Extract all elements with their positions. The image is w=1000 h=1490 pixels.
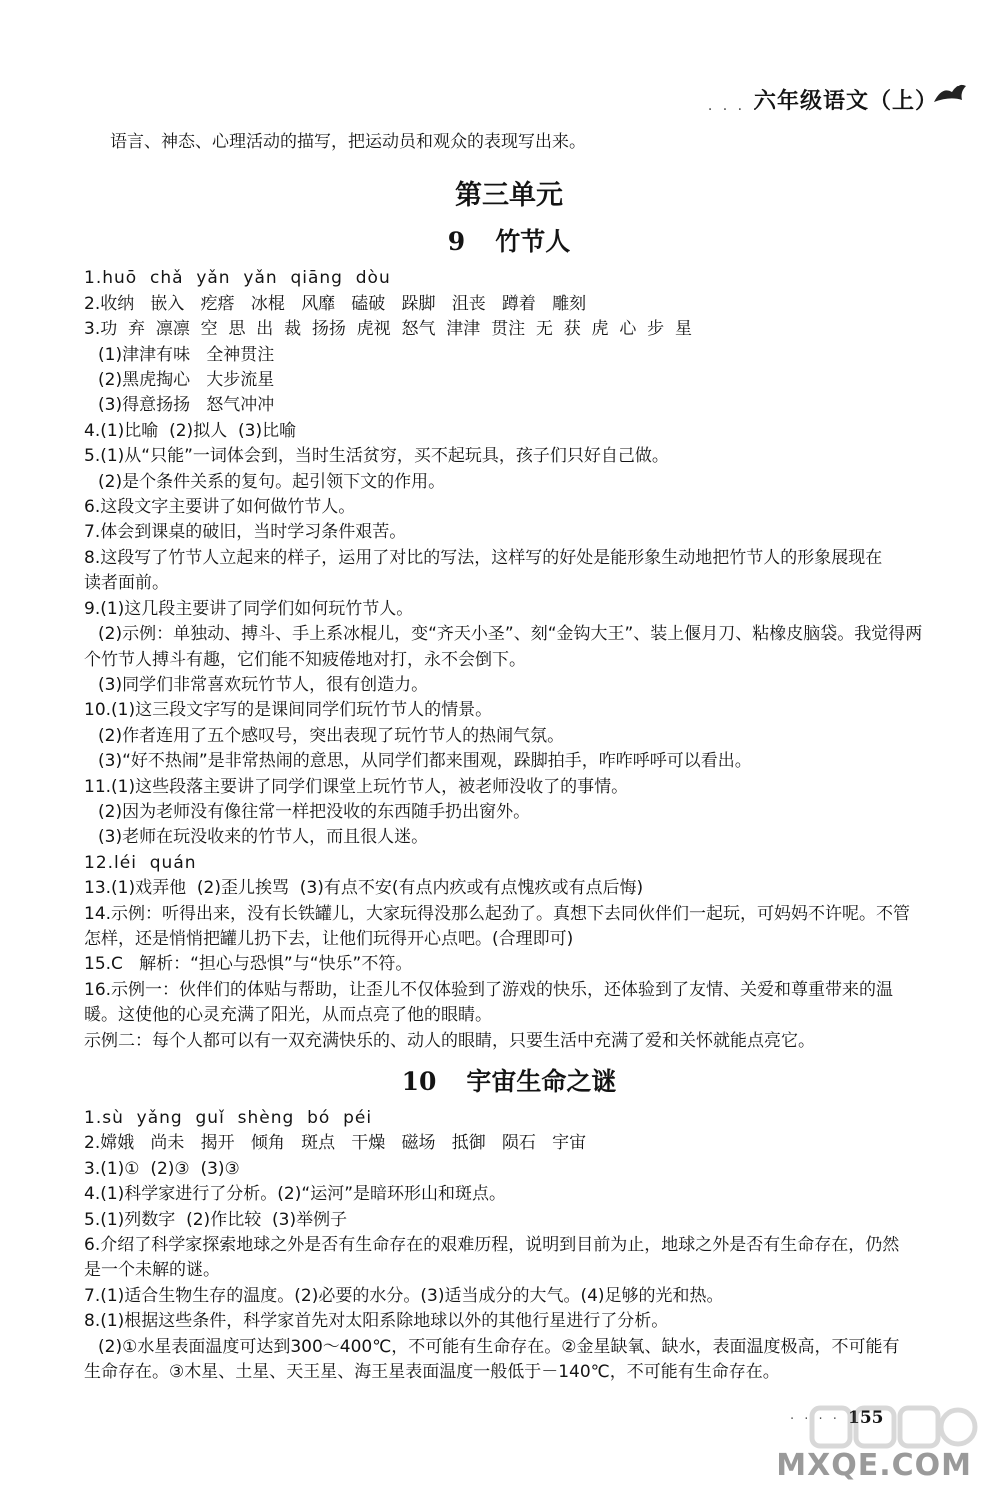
- answer-line: 个竹节人搏斗有趣，它们能不知疲倦地对打，永不会倒下。: [84, 649, 526, 670]
- lesson-10-title: 宇宙生命之谜: [466, 1067, 617, 1096]
- answer-line: (3)得意扬扬 怒气冲冲: [98, 395, 275, 416]
- header-dots: · · · ·: [707, 102, 760, 118]
- answer-line: (2)示例：单独动、搏斗、手上系冰棍儿，变“齐天小圣”、刻“金钩大王”、装上偃月刀、粘橡皮脑袋。我觉得两: [98, 624, 923, 645]
- answer-line: 6.介绍了科学家探索地球之外是否有生命存在的艰难历程，说明到目前为止，地球之外是否有生命存在，仍然: [84, 1235, 900, 1256]
- answer-line: (3)同学们非常喜欢玩竹节人，很有创造力。: [98, 674, 429, 695]
- answer-line: (2)黑虎掏心 大步流星: [98, 370, 275, 391]
- answer-line: 暖。这使他的心灵充满了阳光，从而点亮了他的眼睛。: [84, 1005, 492, 1026]
- answer-line: (2)作者连用了五个感叹号，突出表现了玩竹节人的热闹气氛。: [98, 725, 565, 746]
- answer-line: 5.(1)列数字 (2)作比较 (3)举例子: [84, 1209, 348, 1230]
- intro-line: 语言、神态、心理活动的描写，把运动员和观众的表现写出来。: [110, 132, 586, 152]
- watermark-text: MXQE.COM: [776, 1448, 972, 1483]
- answer-line: 12.léi quán: [84, 852, 197, 873]
- answer-line: 14.示例：听得出来，没有长铁罐儿，大家玩得没那么起劲了。真想下去同伙伴们一起玩，可妈妈不许呢。不管: [84, 903, 911, 924]
- answer-line: 13.(1)戏弄他 (2)歪儿挨骂 (3)有点不安(有点内疚或有点愧疚或有点后悔): [84, 878, 644, 899]
- answer-line: 7.体会到课桌的破旧，当时学习条件艰苦。: [84, 522, 407, 543]
- answer-line: 11.(1)这些段落主要讲了同学们课堂上玩竹节人，被老师没收了的事情。: [84, 776, 629, 797]
- answer-line: (2)因为老师没有像往常一样把没收的东西随手扔出窗外。: [98, 801, 531, 822]
- answer-line: (2)是个条件关系的复句。起引领下文的作用。: [98, 471, 446, 492]
- bird-decoration-icon: [932, 78, 968, 108]
- answer-line: 5.(1)从“只能”一词体会到，当时生活贫穷，买不起玩具，孩子们只好自己做。: [84, 446, 669, 467]
- lesson-9-title: 竹节人: [495, 227, 571, 257]
- answer-line: 15.C 解析：“担心与恐惧”与“快乐”不符。: [84, 954, 413, 975]
- lesson-9-number: 9: [447, 227, 466, 257]
- answer-line: 读者面前。: [84, 573, 169, 594]
- answer-line: 生命存在。③木星、土星、天王星、海王星表面温度一般低于－140℃，不可能有生命存在。: [84, 1362, 780, 1383]
- footer-dots: · · · ·: [790, 1412, 840, 1427]
- subject-header: [754, 84, 938, 115]
- answer-line: (3)老师在玩没收来的竹节人，而且很人迷。: [98, 827, 429, 848]
- answer-line: 4.(1)比喻 (2)拟人 (3)比喻: [84, 420, 297, 441]
- answer-line: 9.(1)这几段主要讲了同学们如何玩竹节人。: [84, 598, 414, 619]
- unit-title: 第三单元: [455, 180, 563, 212]
- answer-line: (1)津津有味 全神贯注: [98, 344, 275, 365]
- answer-line: 8.这段写了竹节人立起来的样子，运用了对比的写法，这样写的好处是能形象生动地把竹节人的形象展现在: [84, 547, 883, 568]
- answer-line: 10.(1)这三段文字写的是课间同学们玩竹节人的情景。: [84, 700, 493, 721]
- subject-tag: 六年级语文（上）: [753, 89, 938, 114]
- answer-line: (3)“好不热闹”是非常热闹的意思，从同学们都来围观，跺脚拍手，咋咋呼呼可以看出。: [98, 751, 752, 772]
- lesson-10-heading: [84, 1062, 934, 1098]
- page-number: 155: [848, 1408, 884, 1428]
- answer-line: 6.这段文字主要讲了如何做竹节人。: [84, 497, 356, 518]
- lesson-9-heading: [84, 222, 934, 258]
- answer-line: 16.示例一：伙伴们的体贴与帮助，让歪儿不仅体验到了游戏的快乐，还体验到了友情、关爱和尊重带来的温: [84, 979, 894, 1000]
- answer-line: 3.(1)① (2)③ (3)③: [84, 1158, 240, 1179]
- lesson-10-number: 10: [401, 1067, 437, 1096]
- answer-line: 怎样，还是悄悄把罐儿扔下去，让他们玩得开心点吧。(合理即可): [84, 928, 574, 949]
- answer-line: (2)①水星表面温度可达到300～400℃，不可能有生命存在。②金星缺氧、缺水，表面温度极高，不可能有: [98, 1336, 900, 1357]
- answer-line: 示例二：每个人都可以有一双充满快乐的、动人的眼睛，只要生活中充满了爱和关怀就能点亮它。: [84, 1030, 815, 1051]
- answer-line: 4.(1)科学家进行了分析。(2)“运河”是暗环形山和斑点。: [84, 1184, 506, 1205]
- answer-line: 8.(1)根据这些条件，科学家首先对太阳系除地球以外的其他行星进行了分析。: [84, 1311, 669, 1332]
- answer-line: 2.收纳 嵌入 疙瘩 冰棍 风靡 磕破 跺脚 沮丧 蹲着 雕刻: [84, 293, 587, 314]
- answer-line: 7.(1)适合生物生存的温度。(2)必要的水分。(3)适当成分的大气。(4)足够的光和热。: [84, 1285, 724, 1306]
- answer-page: [84, 130, 934, 1385]
- answer-line: 1.sù yǎng guǐ shèng bó péi: [84, 1108, 373, 1128]
- answer-line: 是一个未解的谜。: [84, 1260, 220, 1281]
- answer-line: 2.嫦娥 尚未 揭开 倾角 斑点 干燥 磁场 抵御 陨石 宇宙: [84, 1133, 587, 1154]
- answer-line: 3.功 弃 凛凛 空 思 出 裁 扬扬 虎视 怒气 津津 贯注 无 获 虎 心 步 星: [84, 319, 692, 340]
- answer-line: 1.huō chǎ yǎn yǎn qiāng dòu: [84, 268, 391, 289]
